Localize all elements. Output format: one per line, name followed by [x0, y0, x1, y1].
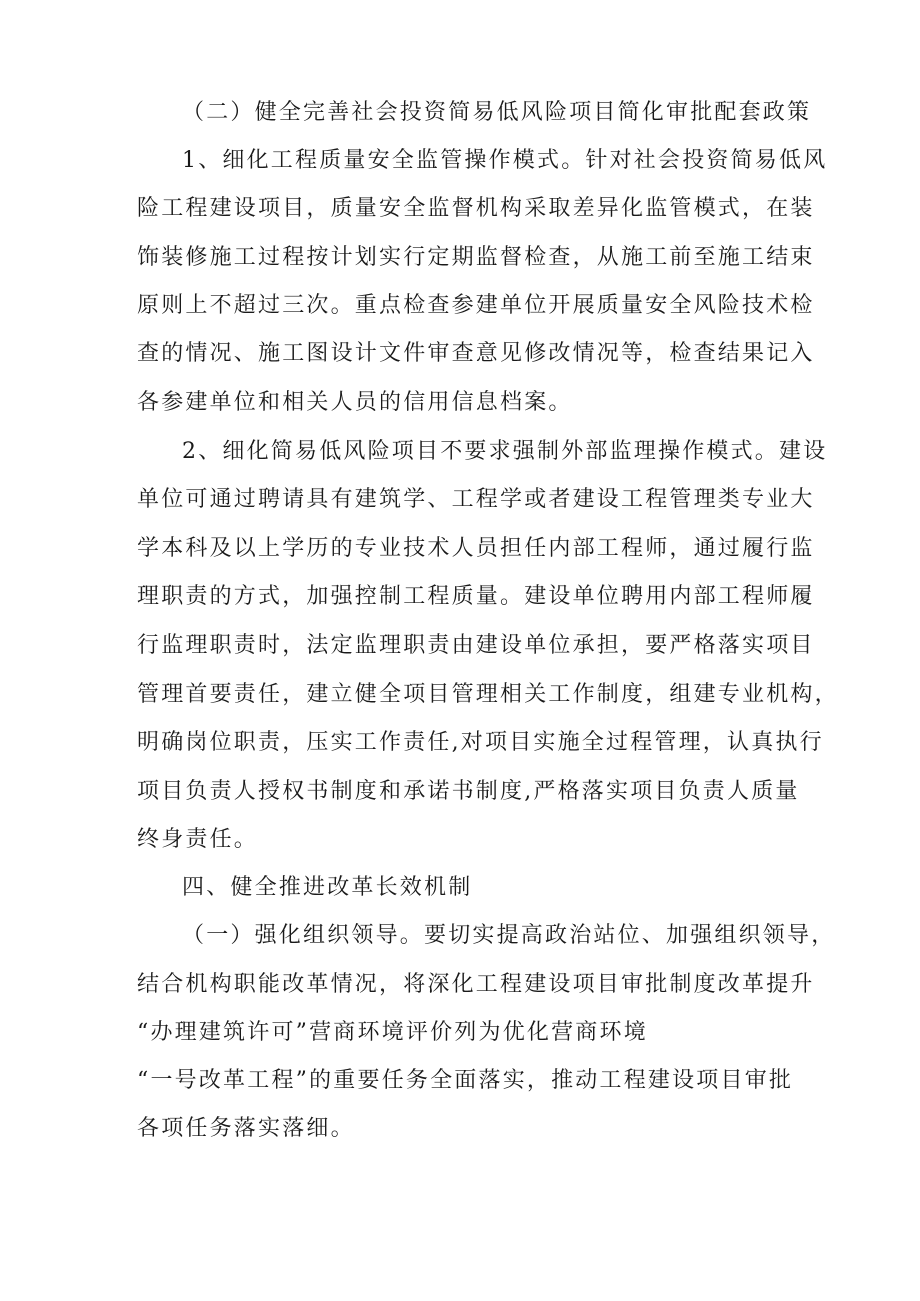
paragraph-line: 项目负责人授权书制度和承诺书制度,严格落实项目负责人质量: [137, 779, 800, 804]
paragraph-line: 1、细化工程质量安全监管操作模式。针对社会投资简易低风: [182, 148, 828, 173]
paragraph-line: 行监理职责时，法定监理职责由建设单位承担，要严格落实项目: [137, 633, 815, 658]
paragraph-line: 各项任务落实落细。: [137, 1116, 355, 1141]
paragraph-line: 单位可通过聘请具有建筑学、工程学或者建设工程管理类专业大: [137, 487, 815, 512]
paragraph-line: 理职责的方式，加强控制工程质量。建设单位聘用内部工程师履: [137, 584, 815, 609]
paragraph-line: 学本科及以上学历的专业技术人员担任内部工程师，通过履行监: [137, 536, 815, 561]
paragraph-line: 饰装修施工过程按计划实行定期监督检查，从施工前至施工结束: [137, 245, 815, 270]
section-heading: 四、健全推进改革长效机制: [182, 875, 473, 900]
paragraph-line: 原则上不超过三次。重点检查参建单位开展质量安全风险技术检: [137, 293, 815, 318]
paragraph-line: （一）强化组织领导。要切实提高政治站位、加强组织领导，: [182, 923, 836, 948]
paragraph-line: 明确岗位职责，压实工作责任,对项目实施全过程管理，认真执行: [137, 730, 824, 755]
paragraph-line: 结合机构职能改革情况，将深化工程建设项目审批制度改革提升: [137, 972, 815, 997]
paragraph-line: 险工程建设项目，质量安全监督机构采取差异化监管模式，在装: [137, 196, 815, 221]
paragraph-line: 查的情况、施工图设计文件审查意见修改情况等，检查结果记入: [137, 341, 815, 366]
paragraph-line: 各参建单位和相关人员的信用信息档案。: [137, 390, 573, 415]
paragraph-line: 管理首要责任，建立健全项目管理相关工作制度，组建专业机构，: [137, 682, 839, 707]
paragraph-line: 2、细化简易低风险项目不要求强制外部监理操作模式。建设: [182, 439, 828, 464]
paragraph-line: 终身责任。: [137, 827, 259, 852]
section-heading: （二）健全完善社会投资简易低风险项目简化审批配套政策: [182, 100, 812, 125]
paragraph-line: “办理建筑许可”营商环境评价列为优化营商环境: [137, 1020, 648, 1045]
paragraph-line: “一号改革工程”的重要任务全面落实，推动工程建设项目审批: [137, 1068, 794, 1093]
